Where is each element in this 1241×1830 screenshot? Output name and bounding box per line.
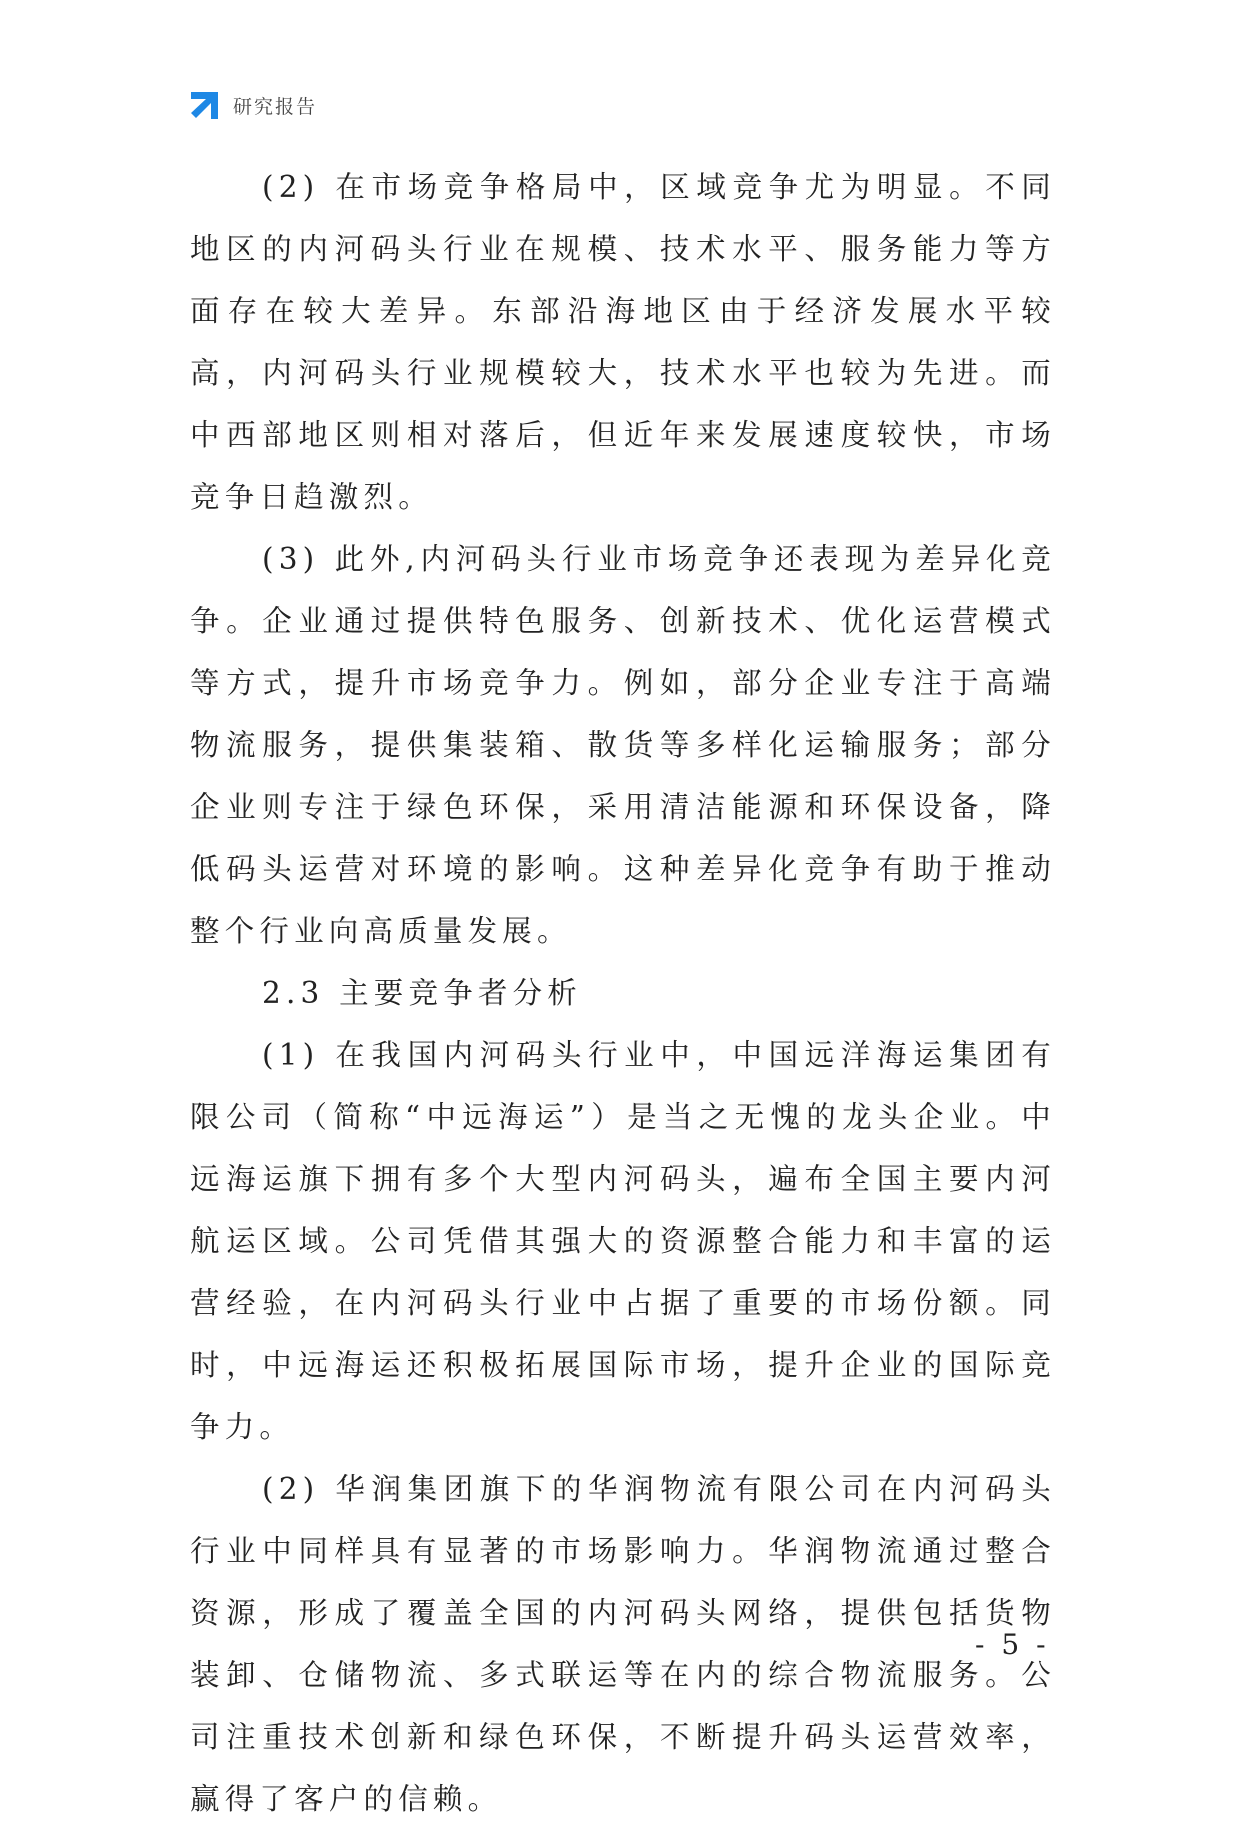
header-title: 研究报告 — [233, 95, 318, 118]
page-number: - 5 - — [975, 1628, 1050, 1661]
paragraph-china-resources: (2) 华润集团旗下的华润物流有限公司在内河码头行业中同样具有显著的市场影响力。华润物流通过整合资源，形成了覆盖全国的内河码头网络，提供包括货物装卸、仓储物流、多式联运等在内的综合物流服务。公司注重技术创新和绿色环保，不断提升码头运营效率，赢得了客户的信赖。 — [190, 1472, 1056, 1816]
document-body — [190, 156, 1056, 1830]
paragraph-differentiated-competition: (3) 此外,内河码头行业市场竞争还表现为差异化竞争。企业通过提供特色服务、创新技术、优化运营模式等方式，提升市场竞争力。例如，部分企业专注于高端物流服务，提供集装箱、散货等多样化运输服务；部分企业则专注于绿色环保，采用清洁能源和环保设备，降低码头运营对环境的影响。这种差异化竞争有助于推动整个行业向高质量发展。 — [190, 542, 1056, 948]
page-header — [189, 89, 317, 121]
section-heading: 2.3 主要竞争者分析 — [262, 976, 582, 1010]
paragraph-regional-competition: (2) 在市场竞争格局中，区域竞争尤为明显。不同地区的内河码头行业在规模、技术水平、服务能力等方面存在较大差异。东部沿海地区由于经济发展水平较高，内河码头行业规模较大，技术水平也较为先进。而中西部地区则相对落后，但近年来发展速度较快，市场竞争日趋激烈。 — [190, 170, 1056, 514]
paragraph-cosco: (1) 在我国内河码头行业中，中国远洋海运集团有限公司（简称“中远海运”）是当之无愧的龙头企业。中远海运旗下拥有多个大型内河码头，遍布全国主要内河航运区域。公司凭借其强大的资源整合能力和丰富的运营经验，在内河码头行业中占据了重要的市场份额。同时，中远海运还积极拓展国际市场，提升企业的国际竞争力。 — [190, 1038, 1056, 1444]
arrow-logo-icon — [189, 90, 220, 121]
